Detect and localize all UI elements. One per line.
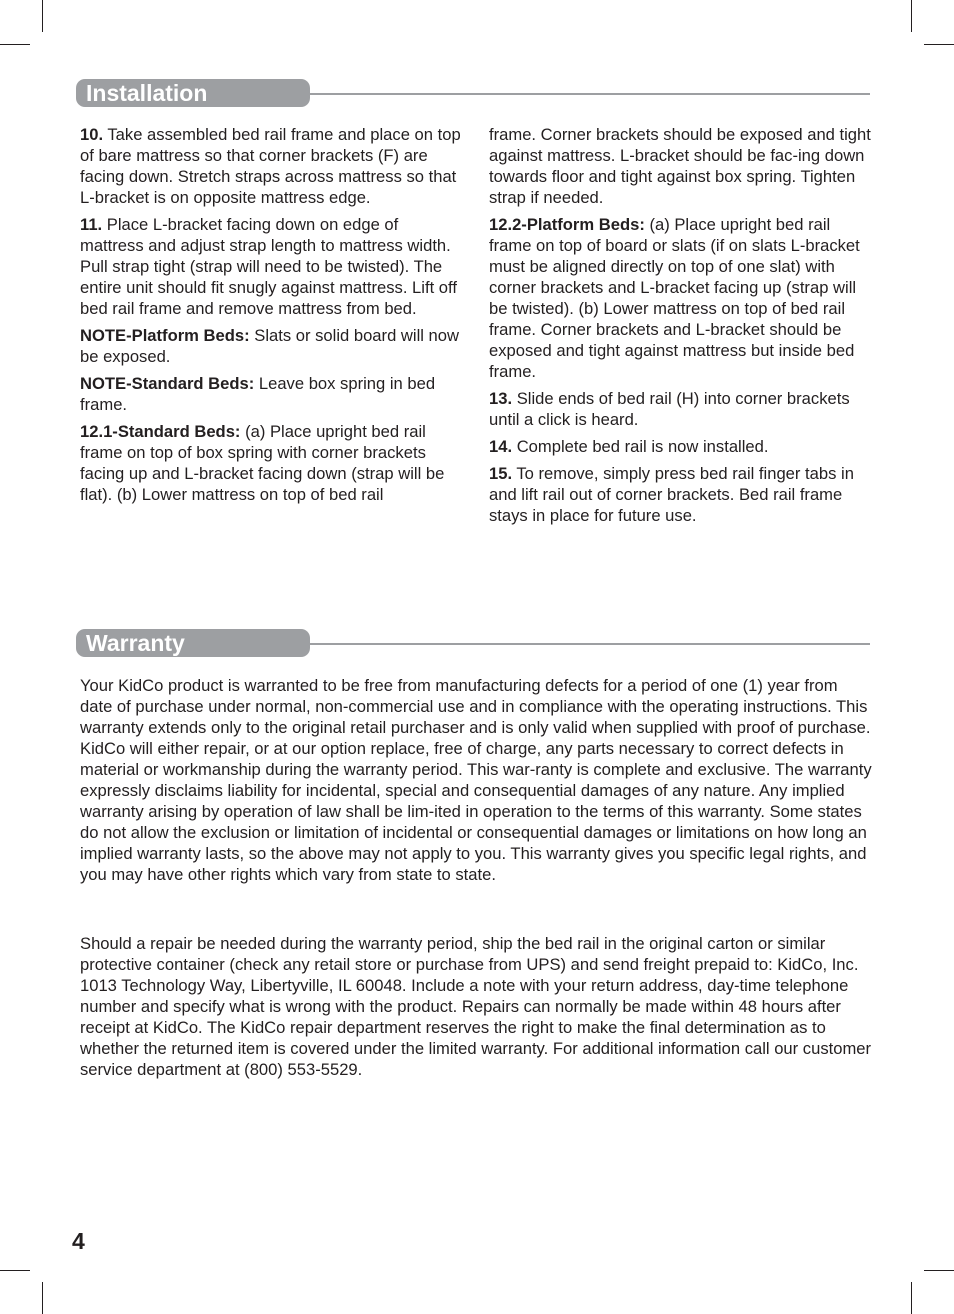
instruction-step-11: 11. Place L-bracket facing down on edge of mattress and adjust strap length to mattress width. Pull strap tight (strap will need to be twisted). The entire unit should fit snugly against mattress. Lift off bed rail frame and remove mattress from bed. <box>80 215 457 318</box>
crop-mark <box>911 0 912 32</box>
crop-mark <box>924 1270 954 1271</box>
warranty-paragraph-1 <box>80 675 872 885</box>
warranty-header <box>76 629 870 657</box>
page-number: 4 <box>72 1228 85 1254</box>
instruction-step-14: 14. Complete bed rail is now installed. <box>489 437 769 456</box>
instruction-step-15: 15. To remove, simply press bed rail finger tabs in and lift rail out of corner brackets. Bed rail frame stays in place for future use. <box>489 464 854 525</box>
header-rule <box>310 93 870 95</box>
installation-title: Installation <box>76 79 310 107</box>
crop-mark <box>0 44 30 45</box>
instruction-step-13: 13. Slide ends of bed rail (H) into corner brackets until a click is heard. <box>489 389 850 429</box>
header-rule <box>310 643 870 645</box>
installation-right-column <box>489 124 871 532</box>
crop-mark <box>0 1270 30 1271</box>
instruction-step-10: 10. Take assembled bed rail frame and place on top of bare mattress so that corner brackets (F) are facing down. Stretch straps across mattress so that L-bracket is on opposite mattress edge. <box>80 125 461 207</box>
warranty-text-1: Your KidCo product is warranted to be free from manufacturing defects for a period of one (1) year from date of purchase under normal, non-commercial use and in compliance with the operating instructions. This warranty extends only to the original retail purchaser and is only valid when supplied with proof of purchase. KidCo will either repair, or at our option replace, free of charge, any parts necessary to correct defects in material or workmanship during the warranty period. This war-ranty is complete and exclusive. The warranty expressly disclaims liability for incidental, special and consequential damages of any nature. Any implied warranty arising by operation of law shall be lim-ited in operation to the terms of this warranty. Some states do not allow the exclusion or limitation of incidental or consequential damages or limitations on how long an implied warranty lasts, so the above may not apply to you. This warranty gives you specific legal rights, and you may have other rights which vary from state to state. <box>80 676 872 884</box>
note-platform-beds: NOTE-Platform Beds: Slats or solid board will now be exposed. <box>80 326 459 366</box>
installation-left-column <box>80 124 462 511</box>
instruction-step-12-1: 12.1-Standard Beds: (a) Place upright bed rail frame on top of box spring with corner brackets facing up and L-bracket facing down (strap will be flat). (b) Lower mattress on top of bed rail <box>80 422 445 504</box>
crop-mark <box>42 0 43 32</box>
installation-header <box>76 79 870 107</box>
crop-mark <box>924 44 954 45</box>
warranty-text-2: Should a repair be needed during the warranty period, ship the bed rail in the original carton or similar protective container (check any retail store or purchase from UPS) and send freight prepaid to: KidCo, Inc. 1013 Technology Way, Libertyville, IL 60048. Include a note with your return address, day-time telephone number and specify what is wrong with the product. Repairs can normally be made within 48 hours after receipt at KidCo. The KidCo repair department reserves the right to make the final determination as to whether the returned item is covered under the limited warranty. For additional information call our customer service department at (800) 553-5529. <box>80 934 872 1079</box>
instruction-step-12-1-continued: frame. Corner brackets should be exposed and tight against mattress. L-bracket should be fac-ing down towards floor and tight against box spring. Tighten strap if needed. <box>489 125 871 207</box>
crop-mark <box>911 1282 912 1314</box>
note-standard-beds: NOTE-Standard Beds: Leave box spring in bed frame. <box>80 374 436 414</box>
warranty-paragraph-2 <box>80 933 872 1080</box>
instruction-step-12-2: 12.2-Platform Beds: (a) Place upright bed rail frame on top of board or slats (if on slats L-bracket must be aligned directly on top of one slat) with corner brackets and L-bracket facing up (strap will be twisted). (b) Lower mattress on top of bed rail frame. Corner brackets and L-bracket should be exposed and tight against mattress but inside bed frame. <box>489 215 860 381</box>
crop-mark <box>42 1282 43 1314</box>
warranty-title: Warranty <box>76 629 310 657</box>
